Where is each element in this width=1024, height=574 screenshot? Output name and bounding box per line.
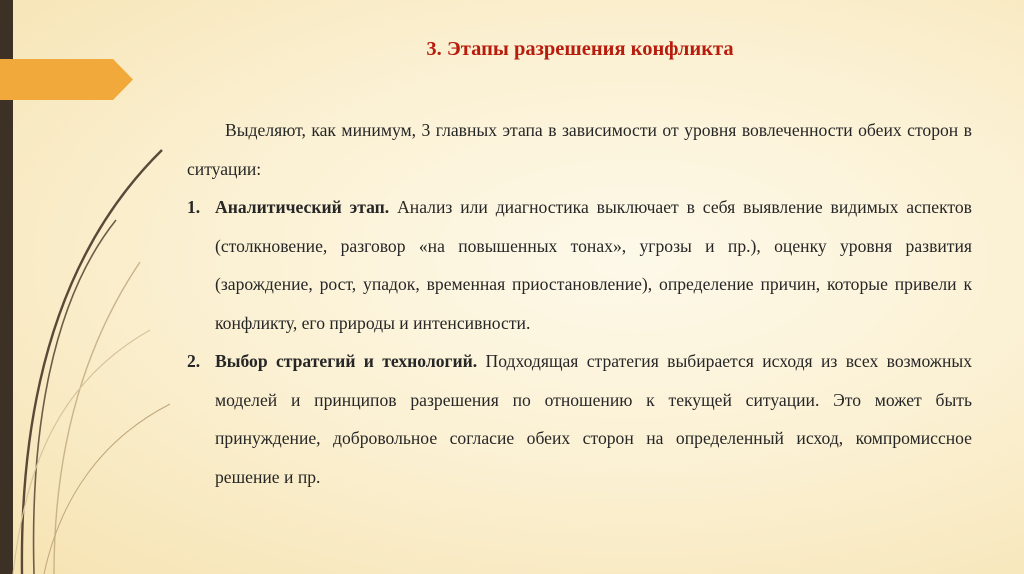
slide-title: 3. Этапы разрешения конфликта xyxy=(426,38,734,60)
list-number: 1. xyxy=(187,197,201,217)
list-item-heading: Аналитический этап. xyxy=(215,197,390,217)
intro-paragraph: Выделяют, как минимум, 3 главных этапа в зависимости от уровня вовлеченности обеих сторон в ситуации: xyxy=(187,120,972,179)
list-item-text xyxy=(215,342,972,496)
list-number: 2. xyxy=(187,351,201,371)
list-item-analytical-stage xyxy=(187,188,972,342)
list-item-strategy-choice xyxy=(187,342,972,496)
list-item-body: Анализ или диагностика выключает в себя выявление видимых аспектов (столкновение, разговор «на повышенных тонах», угрозы и пр.), оценку уровня развития (зарождение, рост, упадок, временная приостановление), определение причин, которые привели к конфликту, его природы и интенсивности. xyxy=(215,197,972,333)
accent-tab-arrow xyxy=(0,59,133,100)
list-item-heading: Выбор стратегий и технологий. xyxy=(215,351,478,371)
list-item-text xyxy=(215,188,972,342)
list-item-body: Подходящая стратегия выбирается исходя из всех возможных моделей и принципов разрешения по отношению к текущей ситуации. Это может быть принуждение, добровольное согласие обеих сторон на определенный исход, компромиссное решение и пр. xyxy=(215,351,972,487)
slide-body xyxy=(187,111,972,496)
